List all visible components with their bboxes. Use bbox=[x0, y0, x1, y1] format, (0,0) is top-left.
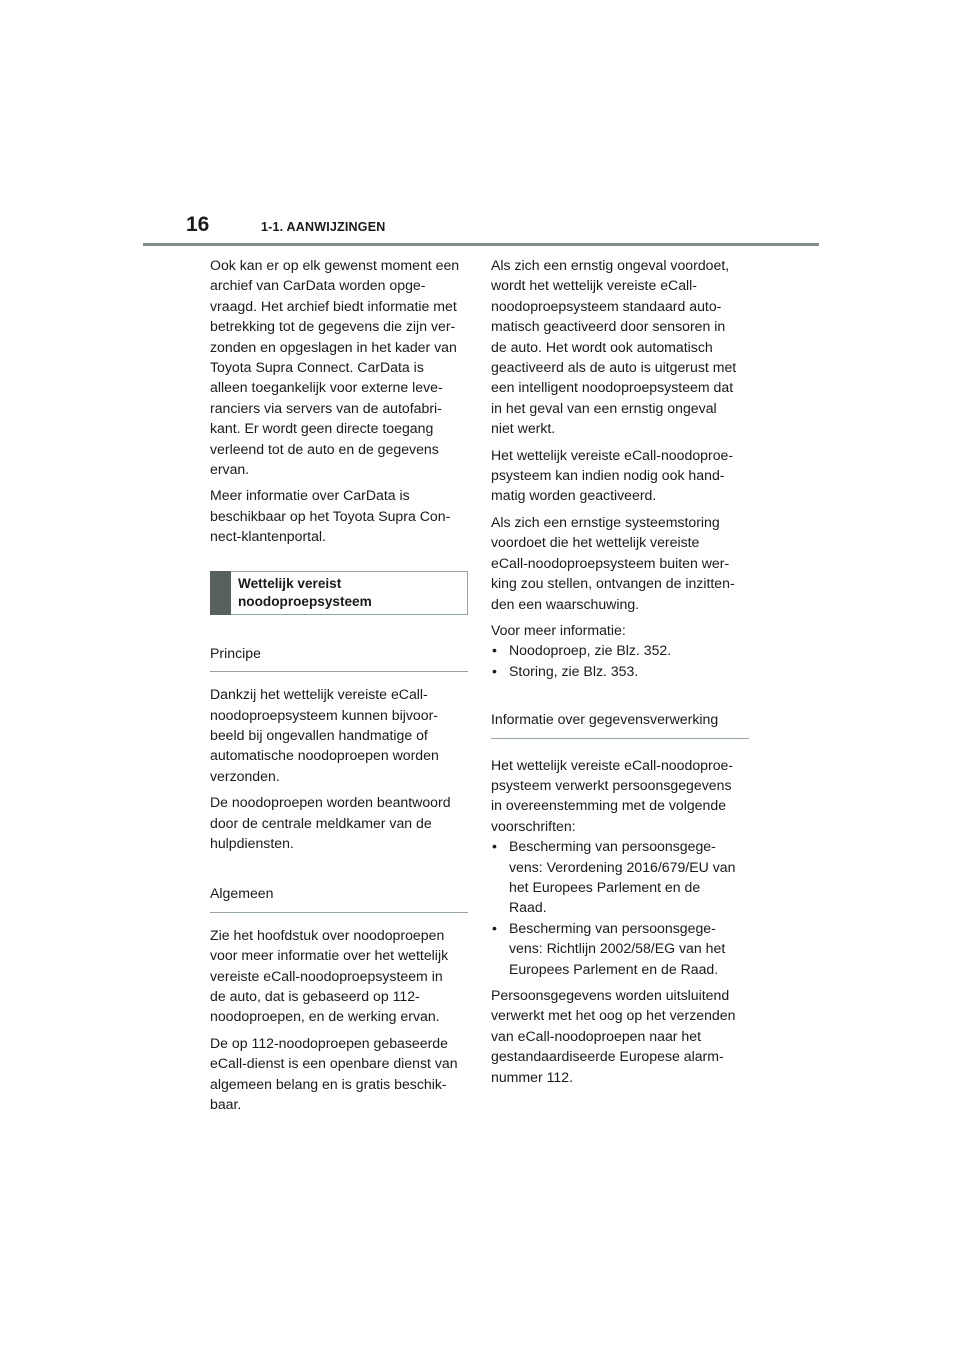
paragraph: Het wettelijk vereiste eCall-noodoproe- psysteem verwerkt persoonsgegevens in overeenstemming met de volgende voorschriften: bbox=[491, 756, 734, 834]
header-divider bbox=[143, 243, 819, 246]
paragraph: Als zich een ernstige systeemstoring voordoet die het wettelijk vereiste eCall-noodoproepsysteem buiten wer- king zou stellen, ontvangen de inzitten- den een waarschuwing. bbox=[491, 513, 735, 612]
bullet-list bbox=[491, 640, 749, 681]
list-item: • Storing, zie Blz. 353. bbox=[491, 661, 749, 681]
page-number: 16 bbox=[186, 213, 210, 236]
chapter-title: 1-1. AANWIJZINGEN bbox=[261, 220, 386, 234]
paragraph: De noodoproepen worden beantwoord door de centrale meldkamer van de hulpdiensten. bbox=[210, 794, 451, 851]
paragraph: Ook kan er op elk gewenst moment een archief van CarData worden opge- vraagd. Het archief biedt informatie met betrekking tot de gegevens die zijn ver- zonden en opgeslagen in het kader van Toyota Supra Connect. CarData is alleen toegankelijk voor externe leve- ranciers via servers van de autofabri- kant. Er wordt geen directe toegang verleend tot de auto en de gegevens ervan. bbox=[210, 257, 460, 478]
right-column bbox=[491, 255, 749, 1093]
section-marker bbox=[210, 571, 231, 615]
list-item: • Noodoproep, zie Blz. 352. bbox=[491, 640, 749, 660]
paragraph: Voor meer informatie: bbox=[491, 621, 626, 638]
list-item: • Bescherming van persoonsgege- vens: Richtlijn 2002/58/EG van het Europees Parlement en de Raad. bbox=[491, 918, 749, 979]
subheading-algemeen: Algemeen bbox=[210, 873, 468, 912]
paragraph: Het wettelijk vereiste eCall-noodoproe- psysteem kan indien nodig ook hand- matig worden geactiveerd. bbox=[491, 446, 734, 504]
paragraph: Meer informatie over CarData is beschikbaar op het Toyota Supra Con- nect-klantenportal. bbox=[210, 487, 451, 545]
section-title: Wettelijk vereist noodoproepsysteem bbox=[238, 575, 372, 609]
paragraph: Persoonsgegevens worden uitsluitend verwerkt met het oog op het verzenden van eCall-noodoproepen naar het gestandaardiseerde Europese alarm- nummer 112. bbox=[491, 987, 736, 1085]
paragraph: De op 112-noodoproepen gebaseerde eCall-dienst is een openbare dienst van algemeen belang en is gratis beschik- baar. bbox=[210, 1034, 458, 1112]
paragraph: Als zich een ernstig ongeval voordoet, wordt het wettelijk vereiste eCall- noodoproepsysteem standaard auto- matisch geactiveerd door sensoren in de auto. Het wordt ook automatisch geactiveerd als de auto is uitgerust met een intelligent noodoproepsysteem dat in het geval van een ernstig ongeval niet werkt. bbox=[491, 257, 737, 437]
section-heading-box bbox=[210, 571, 468, 615]
paragraph: Zie het hoofdstuk over noodoproepen voor meer informatie over het wettelijk vereiste eCall-noodoproepsysteem in de auto, dat is gebaseerd op 112- noodoproepen, en de werking ervan. bbox=[210, 926, 449, 1025]
subheading-principe: Principe bbox=[210, 633, 468, 672]
subheading-gegevensverwerking: Informatie over gegevensverwerking bbox=[491, 699, 749, 738]
left-column bbox=[210, 255, 468, 1120]
bullet-list bbox=[491, 836, 749, 979]
list-item: • Bescherming van persoonsgege- vens: Verordening 2016/679/EU van het Europees Parlement en de Raad. bbox=[491, 836, 749, 918]
paragraph: Dankzij het wettelijk vereiste eCall- noodoproepsysteem kunnen bijvoor- beeld bij ongevallen handmatige of automatische noodoproepen worden verzonden. bbox=[210, 686, 439, 784]
